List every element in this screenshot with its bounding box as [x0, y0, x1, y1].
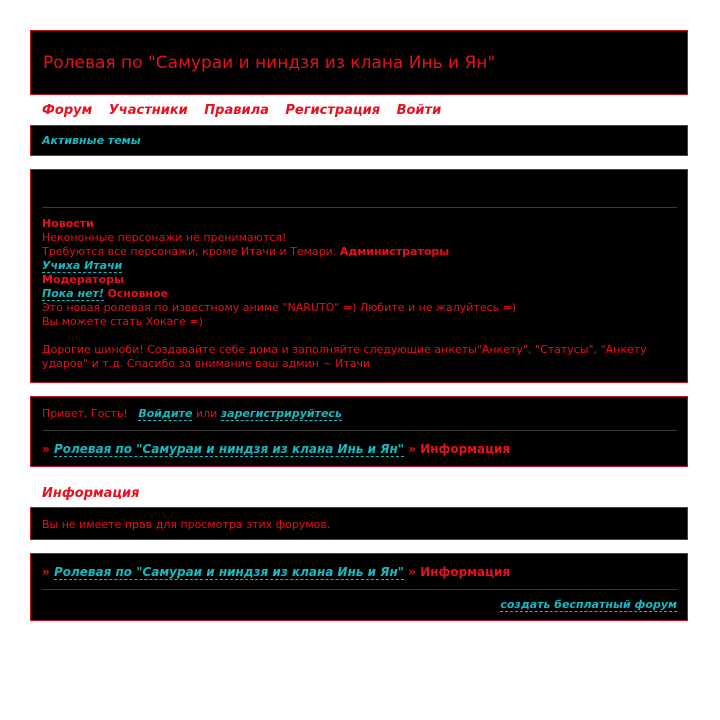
active-topics-link[interactable]: Активные темы: [42, 134, 141, 147]
breadcrumb: [42, 565, 510, 579]
breadcrumb-current: Информация: [420, 565, 511, 579]
breadcrumb-sep: »: [408, 565, 416, 579]
divider: [42, 207, 677, 208]
news-content: [42, 217, 672, 371]
breadcrumb-forum-link[interactable]: Ролевая по "Самураи и ниндзя из клана Инь и Ян": [53, 565, 405, 579]
admin-link[interactable]: Учиха Итачи: [42, 259, 123, 272]
no-access-box: [30, 507, 688, 540]
divider: [42, 430, 677, 431]
welcome-box: [30, 396, 688, 467]
or-text: или: [195, 407, 218, 420]
main-label: Основное: [107, 287, 169, 300]
breadcrumb-sep: »: [42, 565, 50, 579]
main-nav: [42, 103, 453, 118]
news-line: [42, 245, 672, 259]
nav-members[interactable]: Участники: [108, 103, 188, 118]
no-access-message: Вы не имеете прав для просмотра этих форумов.: [42, 518, 331, 531]
register-link[interactable]: зарегистрируйтесь: [220, 407, 342, 420]
breadcrumb-sep: »: [42, 442, 50, 456]
divider: [42, 589, 677, 590]
login-link[interactable]: Войдите: [138, 407, 193, 420]
news-line: Вы можете стать Хокаге =): [42, 315, 203, 328]
welcome-line: [42, 407, 342, 420]
admins-label: Администраторы: [339, 245, 450, 258]
greeting: Привет, Гость!: [42, 407, 128, 420]
news-text: Требуются все персонажи, кроме Итачи и Темари.: [42, 245, 337, 258]
news-line: Это новая ролевая по известному аниме "NARUTO" =) Любите и не жалуйтесь =): [42, 301, 517, 314]
site-title: Ролевая по "Самураи и ниндзя из клана Инь и Ян": [43, 53, 496, 73]
footer-box: [30, 553, 688, 621]
info-heading: Информация: [42, 486, 140, 501]
news-heading: Новости: [42, 217, 94, 230]
create-forum-link[interactable]: создать бесплатный форум: [500, 598, 677, 611]
news-line: Дорогие шиноби! Создавайте себе дома и заполняйте следующие анкеты"Анкету", "Статусы", "Анкету ударов" и т.д. Спасибо за внимание ваш админ ~ Итачи: [42, 343, 647, 370]
news-line: Некононные персонажи не пренимаются!: [42, 231, 287, 244]
news-line: [42, 259, 672, 273]
breadcrumb-forum-link[interactable]: Ролевая по "Самураи и ниндзя из клана Инь и Ян": [53, 442, 405, 456]
nav-forum[interactable]: Форум: [42, 103, 93, 118]
nav-login[interactable]: Войти: [396, 103, 442, 118]
nav-register[interactable]: Регистрация: [285, 103, 381, 118]
news-line: [42, 287, 672, 301]
mods-link[interactable]: Пока нет!: [42, 287, 104, 300]
header-box: [30, 30, 688, 95]
breadcrumb: [42, 442, 510, 456]
spacer: [42, 329, 672, 343]
breadcrumb-current: Информация: [420, 442, 511, 456]
breadcrumb-sep: »: [408, 442, 416, 456]
news-box: [30, 169, 688, 383]
mods-label: Модераторы: [42, 273, 124, 286]
nav-rules[interactable]: Правила: [204, 103, 269, 118]
active-topics-box: [30, 125, 688, 156]
